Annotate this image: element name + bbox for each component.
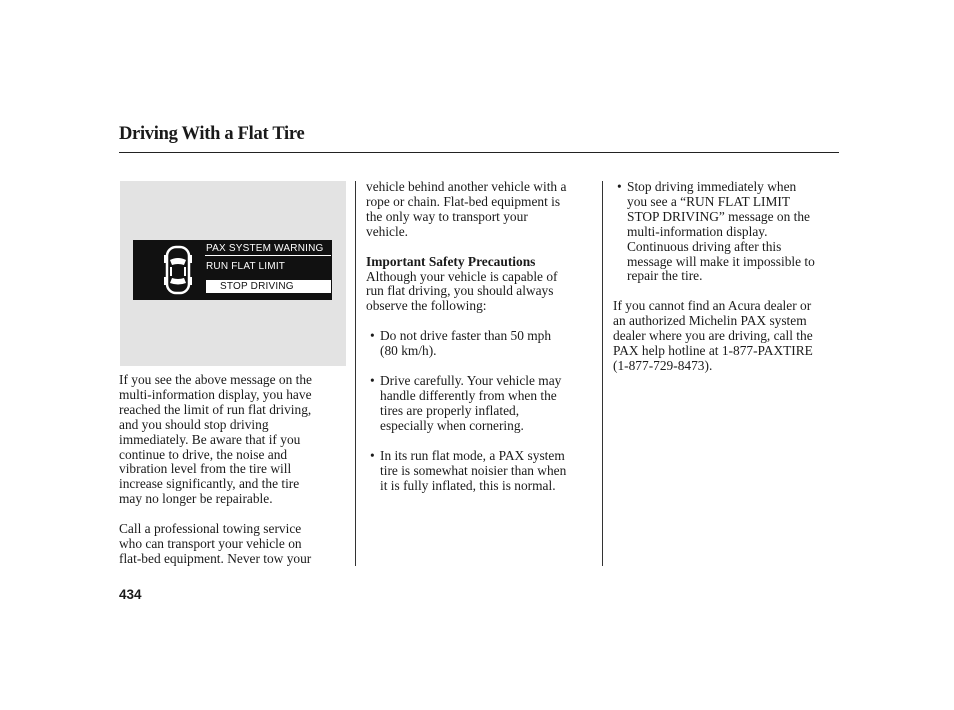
- text-line: who can transport your vehicle on: [119, 536, 302, 552]
- text-line: reached the limit of run flat driving,: [119, 401, 312, 417]
- text-line: (1-877-729-8473).: [613, 357, 713, 373]
- text-line: PAX help hotline at 1-877-PAXTIRE: [613, 343, 813, 359]
- text-line: the only way to transport your: [366, 208, 528, 224]
- multi-information-display: [133, 240, 332, 300]
- text-line: Call a professional towing service: [119, 521, 302, 537]
- text-line: an authorized Michelin PAX system: [613, 313, 807, 329]
- display-line-pax-warning: PAX SYSTEM WARNING: [206, 243, 324, 254]
- col1-paragraph-2: [119, 522, 347, 567]
- bullet-item: [366, 449, 598, 494]
- text-line: message will make it impossible to: [627, 253, 815, 269]
- car-top-view-icon: [164, 245, 192, 295]
- col1-paragraph-1: [119, 373, 347, 507]
- bullet-dot: •: [370, 328, 375, 344]
- col2-paragraph-1: [366, 180, 598, 240]
- text-line: Stop driving immediately when: [627, 179, 797, 194]
- bullet-dot: •: [617, 179, 622, 194]
- text-line: may no longer be repairable.: [119, 491, 273, 507]
- page-number: 434: [119, 587, 142, 602]
- text-line: dealer where you are driving, call the: [613, 328, 813, 344]
- column-2: [366, 180, 598, 493]
- page-title: Driving With a Flat Tire: [119, 124, 305, 144]
- text-line: repair the tire.: [627, 268, 703, 284]
- text-line: you see a “RUN FLAT LIMIT: [627, 193, 791, 209]
- text-line: Do not drive faster than 50 mph: [380, 328, 552, 344]
- text-line: vehicle.: [366, 223, 409, 239]
- text-line: it is fully inflated, this is normal.: [380, 477, 556, 493]
- section-heading: Important Safety Precautions: [366, 253, 536, 269]
- text-line: tires are properly inflated,: [380, 402, 520, 418]
- text-line: In its run flat mode, a PAX system: [380, 447, 565, 463]
- text-line: continue to drive, the noise and: [119, 446, 288, 462]
- text-line: multi-information display.: [627, 223, 768, 239]
- bullet-item: [366, 329, 598, 359]
- text-line: especially when cornering.: [380, 417, 524, 433]
- title-rule: [119, 152, 839, 153]
- text-line: If you cannot find an Acura dealer or: [613, 298, 812, 314]
- text-line: If you see the above message on the: [119, 372, 312, 387]
- text-line: multi-information display, you have: [119, 386, 312, 402]
- text-line: immediately. Be aware that if you: [119, 431, 301, 447]
- column-1: [119, 373, 347, 567]
- text-line: observe the following:: [366, 298, 487, 314]
- bullet-dot: •: [370, 373, 375, 389]
- text-line: and you should stop driving: [119, 416, 269, 432]
- bullet-item: [613, 180, 843, 284]
- text-line: Although your vehicle is capable of: [366, 268, 558, 284]
- text-line: tire is somewhat noisier than when: [380, 462, 567, 478]
- warning-figure: [120, 181, 346, 366]
- display-stop-driving-box: STOP DRIVING: [206, 280, 331, 293]
- text-line: rope or chain. Flat-bed equipment is: [366, 193, 561, 209]
- bullet-dot: •: [370, 447, 375, 463]
- text-line: run flat driving, you should always: [366, 283, 554, 299]
- text-line: Continuous driving after this: [627, 238, 782, 254]
- display-underline: [205, 255, 331, 256]
- text-line: handle differently from when the: [380, 387, 557, 403]
- column-divider-1: [355, 181, 356, 566]
- col3-paragraph-2: [613, 299, 843, 374]
- text-line: flat-bed equipment. Never tow your: [119, 550, 312, 566]
- text-line: vibration level from the tire will: [119, 461, 292, 477]
- text-line: Drive carefully. Your vehicle may: [380, 373, 562, 389]
- bullet-item: [366, 374, 598, 434]
- safety-precautions-section: [366, 255, 598, 315]
- display-line-run-flat-limit: RUN FLAT LIMIT: [206, 261, 286, 272]
- text-line: STOP DRIVING” message on the: [627, 208, 810, 224]
- column-3: [613, 180, 843, 374]
- text-line: vehicle behind another vehicle with a: [366, 179, 567, 194]
- text-line: (80 km/h).: [380, 343, 437, 359]
- column-divider-2: [602, 181, 603, 566]
- text-line: increase significantly, and the tire: [119, 476, 300, 492]
